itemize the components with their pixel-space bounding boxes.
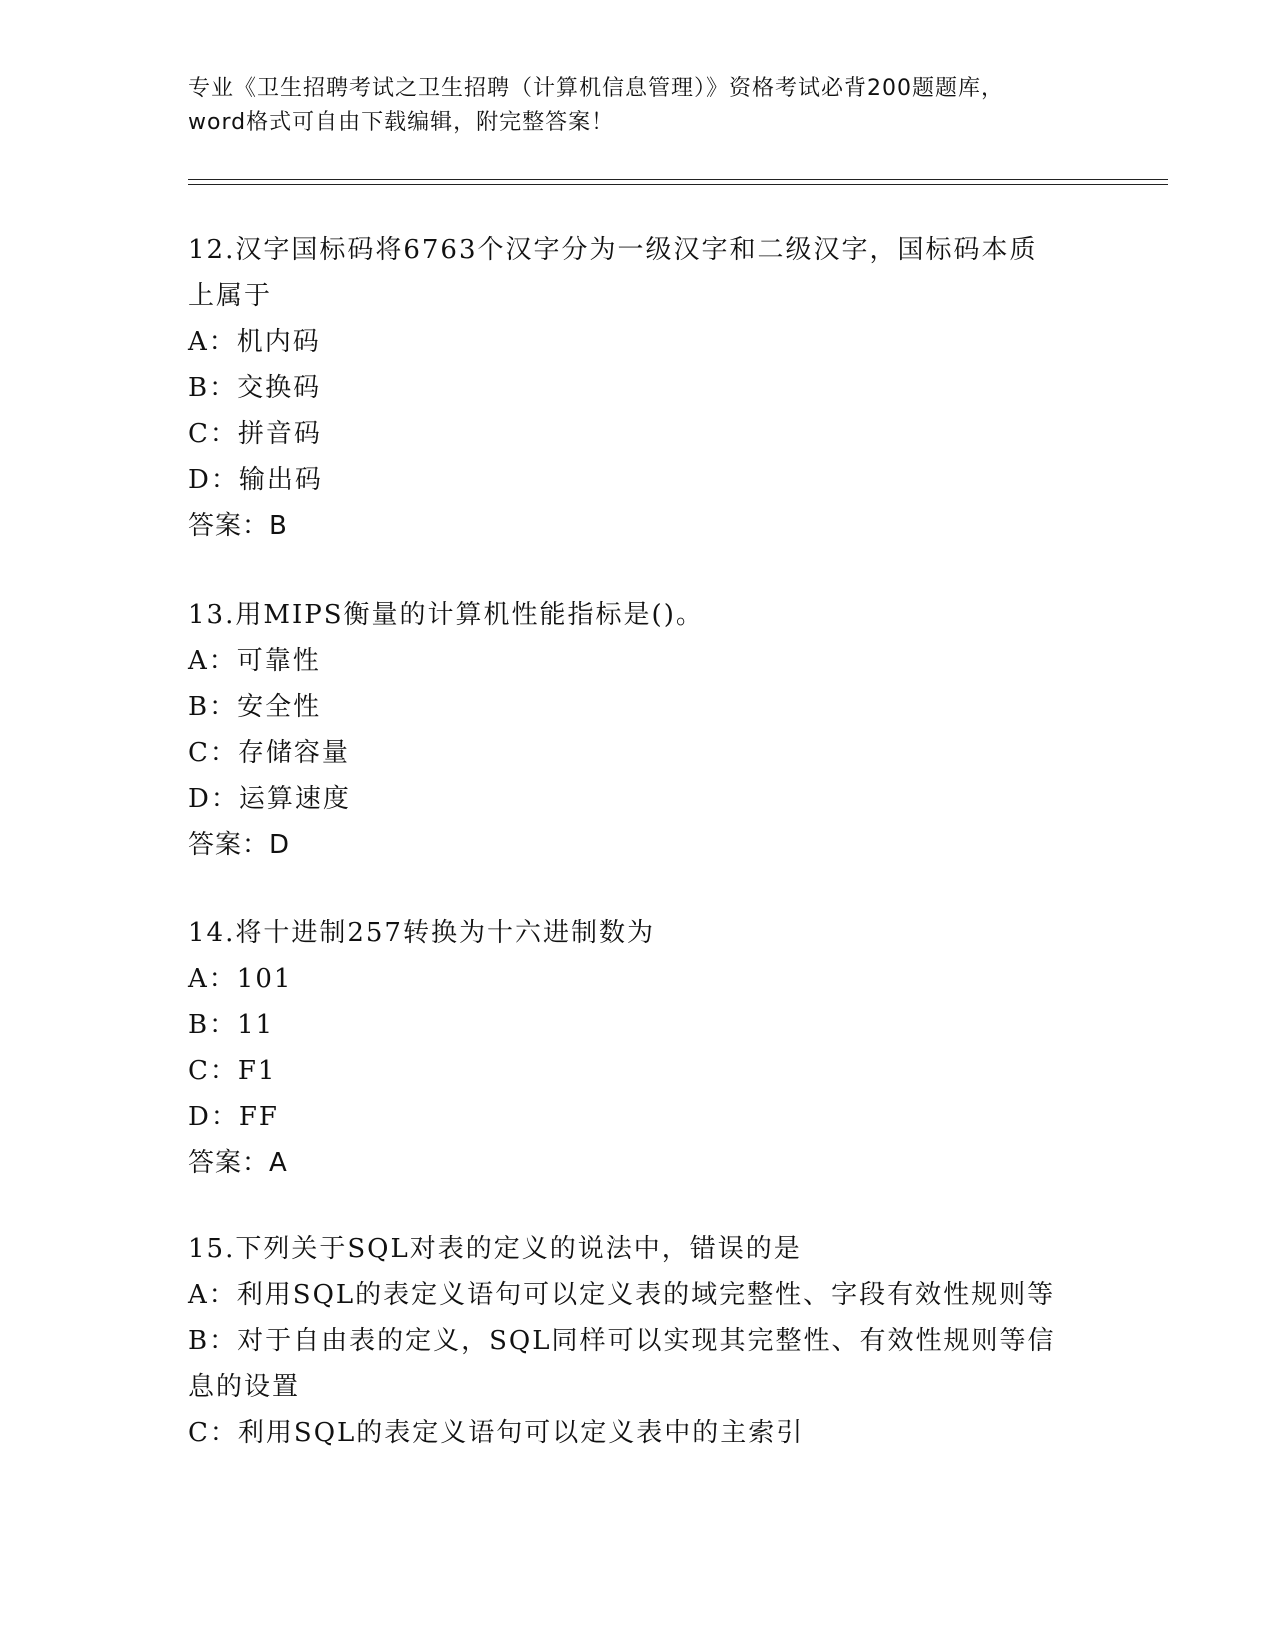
option-a: A：利用SQL的表定义语句可以定义表的域完整性、字段有效性规则等 [188, 1280, 1056, 1310]
option-a: A：机内码 [188, 327, 321, 357]
option-a: A：101 [188, 964, 293, 994]
option-c: C：存储容量 [188, 738, 350, 768]
header-line-2: word格式可自由下载编辑，附完整答案！ [188, 110, 615, 135]
question-stem: 15.下列关于SQL对表的定义的说法中，错误的是 [188, 1234, 802, 1264]
question-stem: 14.将十进制257转换为十六进制数为 [188, 918, 655, 948]
option-b: B：交换码 [188, 373, 322, 403]
option-c: C：拼音码 [188, 419, 322, 449]
option-d: D：输出码 [188, 465, 323, 495]
question-12 [188, 227, 1088, 549]
answer: 答案：B [188, 511, 288, 541]
question-stem: 13.用MIPS衡量的计算机性能指标是()。 [188, 600, 704, 630]
header-line-1: 专业《卫生招聘考试之卫生招聘（计算机信息管理）》资格考试必背200题题库， [188, 76, 1004, 101]
question-14 [188, 910, 1088, 1186]
option-d: D：FF [188, 1102, 279, 1132]
option-b: B：安全性 [188, 692, 322, 722]
question-stem: 12.汉字国标码将6763个汉字分为一级汉字和二级汉字，国标码本质 [188, 235, 1038, 265]
option-c: C：利用SQL的表定义语句可以定义表中的主索引 [188, 1418, 805, 1448]
question-stem: 上属于 [188, 281, 273, 311]
option-b: B：11 [188, 1010, 275, 1040]
question-13 [188, 592, 1088, 868]
question-15 [188, 1226, 1088, 1456]
document-header [188, 72, 1088, 140]
option-b-continued: 息的设置 [188, 1372, 301, 1402]
header-divider-top [188, 179, 1168, 180]
answer: 答案：D [188, 830, 291, 860]
answer: 答案：A [188, 1148, 288, 1178]
option-d: D：运算速度 [188, 784, 351, 814]
option-a: A：可靠性 [188, 646, 321, 676]
header-divider-bottom [188, 184, 1168, 185]
option-c: C：F1 [188, 1056, 277, 1086]
option-b: B：对于自由表的定义，SQL同样可以实现其完整性、有效性规则等信 [188, 1326, 1056, 1356]
